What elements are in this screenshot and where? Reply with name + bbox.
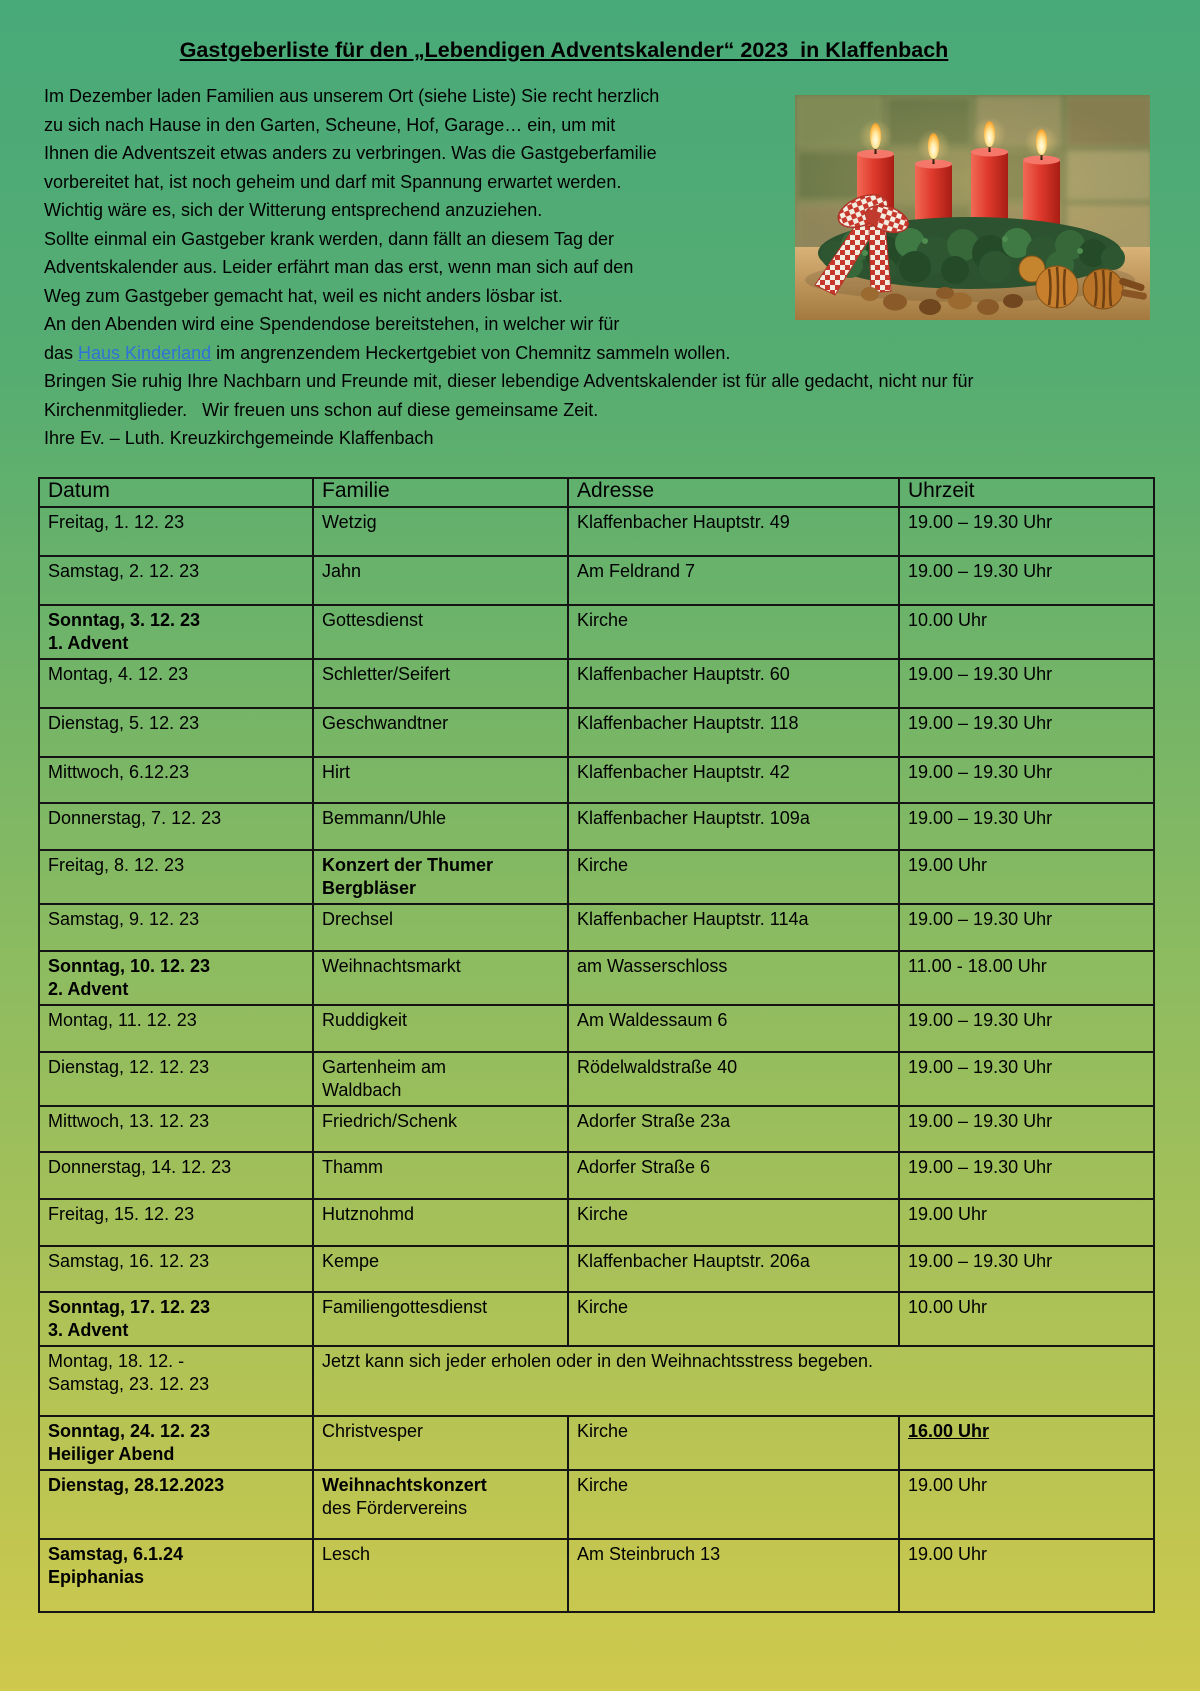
address-text: Kirche <box>577 1474 629 1495</box>
family-cell <box>313 904 568 951</box>
address-cell <box>568 951 899 1005</box>
date-text: 1. Advent <box>48 632 129 653</box>
date-cell <box>39 1005 313 1052</box>
table-row <box>39 1052 1154 1106</box>
address-cell <box>568 507 899 556</box>
time-cell <box>899 1106 1154 1152</box>
address-text: Am Waldessaum 6 <box>577 1009 728 1030</box>
address-cell <box>568 708 899 757</box>
address-cell <box>568 757 899 803</box>
family-text: Konzert der Thumer <box>322 854 494 875</box>
family-text: Schletter/Seifert <box>322 663 451 684</box>
date-text: Samstag, 2. 12. 23 <box>48 560 200 581</box>
family-text: Kempe <box>322 1250 380 1271</box>
date-text: 3. Advent <box>48 1319 129 1340</box>
family-text: Jahn <box>322 560 362 581</box>
intro-line: Ihnen die Adventszeit etwas anders zu verbringen. Was die Gastgeberfamilie <box>44 143 657 163</box>
date-text: Dienstag, 12. 12. 23 <box>48 1056 210 1077</box>
time-text: 19.00 – 19.30 Uhr <box>908 712 1053 733</box>
date-cell <box>39 1246 313 1292</box>
address-text: Klaffenbacher Hauptstr. 42 <box>577 761 790 782</box>
address-text: Kirche <box>577 609 629 630</box>
address-cell <box>568 1416 899 1470</box>
time-text: 19.00 – 19.30 Uhr <box>908 1009 1053 1030</box>
date-text: Donnerstag, 7. 12. 23 <box>48 807 222 828</box>
address-text: am Wasserschloss <box>577 955 728 976</box>
time-cell <box>899 1246 1154 1292</box>
time-cell <box>899 850 1154 904</box>
family-text: Hutznohmd <box>322 1203 415 1224</box>
address-cell <box>568 1106 899 1152</box>
date-text: Donnerstag, 14. 12. 23 <box>48 1156 232 1177</box>
note-text: Jetzt kann sich jeder erholen oder in den Weihnachtsstress begeben. <box>322 1350 874 1371</box>
date-cell <box>39 556 313 605</box>
date-text: Freitag, 15. 12. 23 <box>48 1203 195 1224</box>
family-text: Wetzig <box>322 511 377 532</box>
date-text: Samstag, 6.1.24 <box>48 1543 184 1564</box>
address-text: Kirche <box>577 854 629 875</box>
date-cell <box>39 904 313 951</box>
table-row <box>39 1246 1154 1292</box>
date-cell <box>39 605 313 659</box>
table-row <box>39 951 1154 1005</box>
time-cell <box>899 1416 1154 1470</box>
family-text: Lesch <box>322 1543 371 1564</box>
time-cell <box>899 659 1154 708</box>
time-text: 19.00 Uhr <box>908 854 988 875</box>
address-cell <box>568 1152 899 1199</box>
time-text: 19.00 – 19.30 Uhr <box>908 663 1053 684</box>
family-text: Friedrich/Schenk <box>322 1110 458 1131</box>
date-text: Mittwoch, 13. 12. 23 <box>48 1110 210 1131</box>
time-text: 19.00 – 19.30 Uhr <box>908 908 1053 929</box>
address-text: Kirche <box>577 1420 629 1441</box>
family-text: Bemmann/Uhle <box>322 807 447 828</box>
family-text: Gottesdienst <box>322 609 424 630</box>
note-cell <box>313 1346 1154 1416</box>
time-text: 19.00 – 19.30 Uhr <box>908 511 1053 532</box>
col-header-uhrzeit: Uhrzeit <box>899 478 1154 507</box>
time-cell <box>899 1052 1154 1106</box>
date-text: Freitag, 1. 12. 23 <box>48 511 185 532</box>
date-cell <box>39 1470 313 1539</box>
intro-line: Adventskalender aus. Leider erfährt man das erst, wenn man sich auf den <box>44 257 634 277</box>
family-cell <box>313 659 568 708</box>
date-cell <box>39 1346 313 1416</box>
address-text: Rödelwaldstraße 40 <box>577 1056 738 1077</box>
table-row <box>39 1416 1154 1470</box>
intro-line: Im Dezember laden Familien aus unserem Ort (siehe Liste) Sie recht herzlich <box>44 86 660 106</box>
intro-line: Wichtig wäre es, sich der Witterung entsprechend anzuziehen. <box>44 200 543 220</box>
time-cell <box>899 904 1154 951</box>
family-text: Gartenheim am <box>322 1056 447 1077</box>
intro-closing-paragraph <box>44 367 1156 453</box>
intro-line-with-link <box>44 339 1156 368</box>
family-cell <box>313 951 568 1005</box>
time-text: 19.00 Uhr <box>908 1474 988 1495</box>
address-text: Klaffenbacher Hauptstr. 118 <box>577 712 799 733</box>
table-row <box>39 659 1154 708</box>
family-text: Hirt <box>322 761 350 782</box>
family-cell <box>313 1539 568 1612</box>
date-text: Mittwoch, 6.12.23 <box>48 761 190 782</box>
address-text: Kirche <box>577 1203 629 1224</box>
address-cell <box>568 605 899 659</box>
intro-line: Weg zum Gastgeber gemacht hat, weil es nicht anders lösbar ist. <box>44 285 563 306</box>
time-cell <box>899 556 1154 605</box>
date-cell <box>39 757 313 803</box>
time-cell <box>899 708 1154 757</box>
date-text: Sonntag, 10. 12. 23 <box>48 955 211 976</box>
address-cell <box>568 659 899 708</box>
time-text: 16.00 Uhr <box>908 1420 990 1441</box>
family-cell <box>313 605 568 659</box>
table-row <box>39 556 1154 605</box>
time-cell <box>899 757 1154 803</box>
time-cell <box>899 1199 1154 1246</box>
host-list-table <box>38 477 1155 1613</box>
haus-kinderland-link[interactable]: Haus Kinderland <box>78 342 212 363</box>
address-cell <box>568 1292 899 1346</box>
date-text: Montag, 11. 12. 23 <box>48 1009 197 1030</box>
date-text: Sonntag, 24. 12. 23 <box>48 1420 211 1441</box>
address-cell <box>568 1199 899 1246</box>
date-cell <box>39 803 313 850</box>
date-cell <box>39 1106 313 1152</box>
advent-wreath-image <box>795 95 1150 320</box>
address-text: Am Steinbruch 13 <box>577 1543 721 1564</box>
time-text: 19.00 – 19.30 Uhr <box>908 1156 1053 1177</box>
time-cell <box>899 803 1154 850</box>
time-cell <box>899 1470 1154 1539</box>
family-cell <box>313 757 568 803</box>
family-text: Familiengottesdienst <box>322 1296 488 1317</box>
date-cell <box>39 1292 313 1346</box>
table-row <box>39 1199 1154 1246</box>
table-row <box>39 904 1154 951</box>
time-cell <box>899 1539 1154 1612</box>
link-line-before: das <box>44 342 79 363</box>
table-row <box>39 1539 1154 1612</box>
address-cell <box>568 904 899 951</box>
time-text: 10.00 Uhr <box>908 609 988 630</box>
family-text: Ruddigkeit <box>322 1009 408 1030</box>
table-row <box>39 803 1154 850</box>
date-cell <box>39 1539 313 1612</box>
family-cell <box>313 1152 568 1199</box>
document-content <box>0 38 1200 1613</box>
address-cell <box>568 556 899 605</box>
date-cell <box>39 708 313 757</box>
date-text: Dienstag, 28.12.2023 <box>48 1474 225 1495</box>
table-row <box>39 507 1154 556</box>
time-cell <box>899 951 1154 1005</box>
col-header-datum: Datum <box>39 478 313 507</box>
intro-line: zu sich nach Hause in den Garten, Scheune, Hof, Garage… ein, um mit <box>44 114 616 135</box>
family-cell <box>313 1470 568 1539</box>
time-cell <box>899 1005 1154 1052</box>
date-cell <box>39 1152 313 1199</box>
family-cell <box>313 803 568 850</box>
address-cell <box>568 1470 899 1539</box>
address-cell <box>568 1005 899 1052</box>
family-cell <box>313 1246 568 1292</box>
family-cell <box>313 1005 568 1052</box>
date-text: 2. Advent <box>48 978 129 999</box>
address-text: Klaffenbacher Hauptstr. 114a <box>577 908 809 929</box>
family-cell <box>313 1052 568 1106</box>
time-text: 19.00 – 19.30 Uhr <box>908 807 1053 828</box>
intro-line: Ihre Ev. – Luth. Kreuzkirchgemeinde Klaffenbach <box>44 428 434 448</box>
table-row <box>39 1152 1154 1199</box>
family-text: Thamm <box>322 1156 384 1177</box>
table-row <box>39 1106 1154 1152</box>
date-text: Epiphanias <box>48 1566 145 1587</box>
table-row <box>39 1292 1154 1346</box>
intro-line: An den Abenden wird eine Spendendose bereitstehen, in welcher wir für <box>44 314 620 334</box>
col-header-familie: Familie <box>313 478 568 507</box>
time-text: 19.00 – 19.30 Uhr <box>908 1250 1053 1271</box>
address-text: Am Feldrand 7 <box>577 560 696 581</box>
date-cell <box>39 951 313 1005</box>
date-text: Heiliger Abend <box>48 1443 175 1464</box>
intro-line: Sollte einmal ein Gastgeber krank werden, dann fällt an diesem Tag der <box>44 228 614 249</box>
time-text: 19.00 – 19.30 Uhr <box>908 761 1053 782</box>
time-text: 19.00 Uhr <box>908 1543 988 1564</box>
date-text: Montag, 18. 12. - <box>48 1350 185 1371</box>
family-text: Christvesper <box>322 1420 424 1441</box>
date-text: Montag, 4. 12. 23 <box>48 663 189 684</box>
time-cell <box>899 507 1154 556</box>
address-text: Klaffenbacher Hauptstr. 49 <box>577 511 790 532</box>
address-text: Klaffenbacher Hauptstr. 206a <box>577 1250 810 1271</box>
link-line-after: im angrenzendem Heckertgebiet von Chemnitz sammeln wollen. <box>211 342 731 363</box>
family-cell <box>313 1416 568 1470</box>
intro-section <box>44 82 1156 453</box>
table-row <box>39 757 1154 803</box>
time-cell <box>899 1292 1154 1346</box>
intro-line: Bringen Sie ruhig Ihre Nachbarn und Freunde mit, dieser lebendige Adventskalender ist für alle gedacht, nicht nur für <box>44 371 974 391</box>
family-cell <box>313 556 568 605</box>
address-text: Kirche <box>577 1296 629 1317</box>
family-cell <box>313 1106 568 1152</box>
address-cell <box>568 850 899 904</box>
col-header-adresse: Adresse <box>568 478 899 507</box>
time-text: 10.00 Uhr <box>908 1296 988 1317</box>
time-text: 19.00 – 19.30 Uhr <box>908 1056 1053 1077</box>
date-text: Freitag, 8. 12. 23 <box>48 854 185 875</box>
table-row <box>39 1470 1154 1539</box>
family-cell <box>313 850 568 904</box>
advent-wreath-photo <box>795 95 1150 320</box>
table-row <box>39 605 1154 659</box>
family-text: Geschwandtner <box>322 712 449 733</box>
address-text: Klaffenbacher Hauptstr. 60 <box>577 663 790 684</box>
family-text: Weihnachtskonzert <box>322 1474 487 1495</box>
time-text: 19.00 – 19.30 Uhr <box>908 560 1053 581</box>
date-cell <box>39 1416 313 1470</box>
date-text: Samstag, 9. 12. 23 <box>48 908 200 929</box>
date-cell <box>39 659 313 708</box>
family-text: Waldbach <box>322 1079 402 1100</box>
page-title: Gastgeberliste für den „Lebendigen Adventskalender“ 2023 in Klaffenbach <box>179 38 949 62</box>
date-cell <box>39 507 313 556</box>
time-text: 11.00 - 18.00 Uhr <box>908 955 1047 976</box>
time-text: 19.00 Uhr <box>908 1203 988 1224</box>
family-text: des Fördervereins <box>322 1497 468 1518</box>
intro-line: Kirchenmitglieder. Wir freuen uns schon auf diese gemeinsame Zeit. <box>44 399 599 420</box>
address-cell <box>568 1539 899 1612</box>
table-row <box>39 1005 1154 1052</box>
time-cell <box>899 605 1154 659</box>
date-text: Sonntag, 3. 12. 23 <box>48 609 201 630</box>
address-text: Adorfer Straße 23a <box>577 1110 731 1131</box>
address-cell <box>568 1052 899 1106</box>
family-text: Weihnachtsmarkt <box>322 955 461 976</box>
table-header-row <box>39 478 1154 507</box>
date-text: Samstag, 16. 12. 23 <box>48 1250 210 1271</box>
date-cell <box>39 850 313 904</box>
date-text: Samstag, 23. 12. 23 <box>48 1373 210 1394</box>
address-cell <box>568 803 899 850</box>
time-cell <box>899 1152 1154 1199</box>
intro-line: vorbereitet hat, ist noch geheim und darf mit Spannung erwartet werden. <box>44 171 622 192</box>
date-cell <box>39 1052 313 1106</box>
family-cell <box>313 1199 568 1246</box>
address-cell <box>568 1246 899 1292</box>
family-cell <box>313 1292 568 1346</box>
date-text: Dienstag, 5. 12. 23 <box>48 712 200 733</box>
date-cell <box>39 1199 313 1246</box>
date-text: Sonntag, 17. 12. 23 <box>48 1296 211 1317</box>
table-row <box>39 1346 1154 1416</box>
table-row <box>39 708 1154 757</box>
family-text: Bergbläser <box>322 877 417 898</box>
time-text: 19.00 – 19.30 Uhr <box>908 1110 1053 1131</box>
family-text: Drechsel <box>322 908 394 929</box>
address-text: Klaffenbacher Hauptstr. 109a <box>577 807 810 828</box>
table-row <box>39 850 1154 904</box>
family-cell <box>313 708 568 757</box>
family-cell <box>313 507 568 556</box>
address-text: Adorfer Straße 6 <box>577 1156 711 1177</box>
